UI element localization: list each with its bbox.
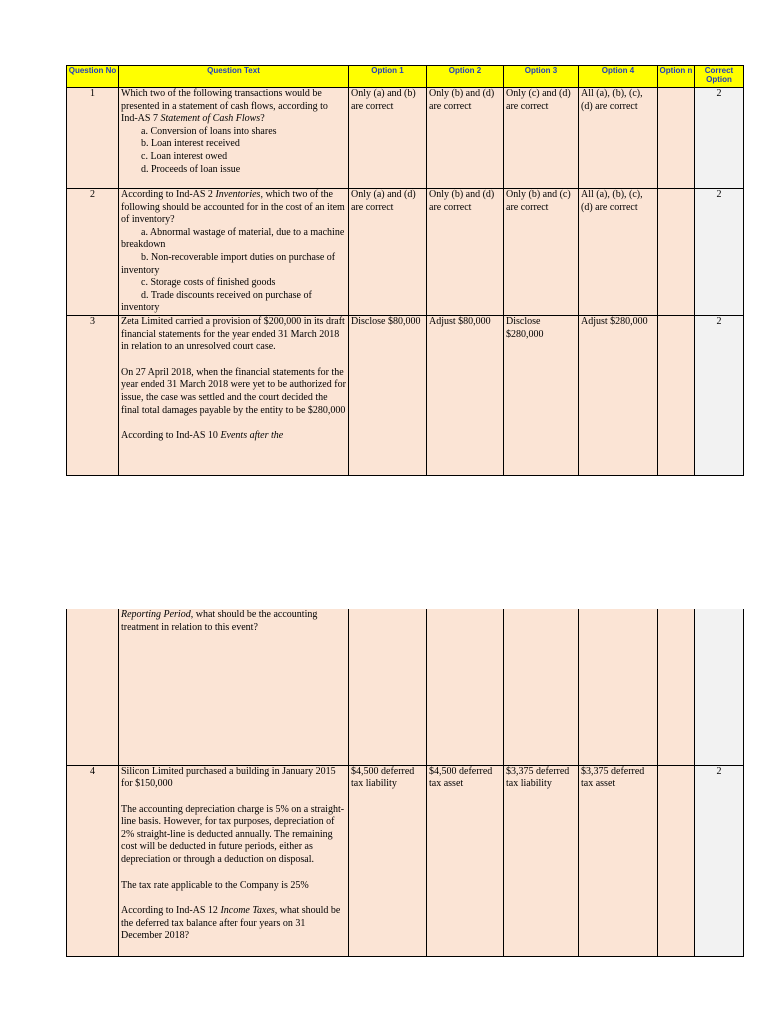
table-row <box>67 315 744 475</box>
correct-option: 2 <box>695 88 744 189</box>
option-4: All (a), (b), (c), (d) are correct <box>579 189 658 316</box>
question-number <box>67 609 119 765</box>
sub-items <box>121 227 346 315</box>
sub-item: a. Abnormal wastage of material, due to a machine breakdown <box>121 226 345 251</box>
sub-item: c. Loan interest owed <box>141 150 228 162</box>
sub-item: c. Storage costs of finished goods <box>141 277 276 289</box>
sub-item: b. Loan interest received <box>141 138 240 150</box>
table-row <box>67 88 744 189</box>
option-1: Only (a) and (b) are correct <box>349 88 427 189</box>
header-option-4: Option 4 <box>579 66 658 88</box>
option-3: Disclose $280,000 <box>504 315 579 475</box>
option-4: $3,375 deferred tax asset <box>579 765 658 956</box>
option-3 <box>504 609 579 765</box>
table-row <box>67 765 744 956</box>
sub-item: a. Conversion of loans into shares <box>141 125 277 137</box>
option-n <box>658 189 695 316</box>
correct-option <box>695 609 744 765</box>
option-4 <box>579 609 658 765</box>
question-text: Silicon Limited purchased a building in January 2015 for $150,000 The accounting depreciation charge is 5% on a straight-line basis. However, for tax purposes, depreciation of 2% straight-line is deducted annually. The remaining cost will be deducted in future periods, either as depreciation or through a deduction on disposal. The tax rate applicable to the Company is 25% According to Ind-AS 12 Income Taxes, what should be the deferred tax balance after four years on 31 December 2018? <box>119 765 349 956</box>
correct-option: 2 <box>695 189 744 316</box>
header-option-n: Option n <box>658 66 695 88</box>
option-2 <box>427 609 504 765</box>
option-3: $3,375 deferred tax liability <box>504 765 579 956</box>
header-question-no: Question No <box>67 66 119 88</box>
table-row-continued <box>67 609 744 765</box>
question-table <box>66 65 744 476</box>
header-question-text: Question Text <box>119 66 349 88</box>
sub-item: b. Non-recoverable import duties on purchase of inventory <box>121 251 336 276</box>
option-3: Only (c) and (d) are correct <box>504 88 579 189</box>
question-number: 3 <box>67 315 119 475</box>
option-n <box>658 765 695 956</box>
sub-item: d. Trade discounts received on purchase of inventory <box>121 289 312 314</box>
question-number: 1 <box>67 88 119 189</box>
option-1: Disclose $80,000 <box>349 315 427 475</box>
option-n <box>658 88 695 189</box>
option-4: Adjust $280,000 <box>579 315 658 475</box>
option-1: $4,500 deferred tax liability <box>349 765 427 956</box>
question-text: According to Ind-AS 2 Inventories, which two of the following should be accounted for in the cost of an item of inventory? a. Abnormal wastage of material, due to a machine breakdown b. Non-recoverable import duties on purchase of inventory c. Storage costs of finished goods d. Trade discounts received on purchase of inventory <box>119 189 349 316</box>
header-correct-option: Correct Option <box>695 66 744 88</box>
option-2: Only (b) and (d) are correct <box>427 189 504 316</box>
option-n <box>658 315 695 475</box>
question-text: Zeta Limited carried a provision of $200,000 in its draft financial statements for the year ended 31 March 2018 in relation to an unresolved court case. On 27 April 2018, when the financial statements for the year ended 31 March 2018 were yet to be authorized for issue, the case was settled and the court decided the final total damages payable by the entity to be $280,000 According to Ind-AS 10 Events after the <box>119 315 349 475</box>
header-option-3: Option 3 <box>504 66 579 88</box>
sub-item: d. Proceeds of loan issue <box>141 163 241 175</box>
question-text: Reporting Period, what should be the accounting treatment in relation to this event? <box>119 609 349 765</box>
option-4: All (a), (b), (c), (d) are correct <box>579 88 658 189</box>
header-row <box>67 66 744 88</box>
sub-items <box>121 126 346 176</box>
option-2: $4,500 deferred tax asset <box>427 765 504 956</box>
question-number: 4 <box>67 765 119 956</box>
option-1 <box>349 609 427 765</box>
header-option-2: Option 2 <box>427 66 504 88</box>
question-table-continued <box>66 609 744 957</box>
table-row <box>67 189 744 316</box>
question-number: 2 <box>67 189 119 316</box>
question-text: Which two of the following transactions would be presented in a statement of cash flows, according to Ind-AS 7 Statement of Cash Flows? a. Conversion of loans into shares b. Loan interest received c. Loan interest owed d. Proceeds of loan issue <box>119 88 349 189</box>
option-2: Only (b) and (d) are correct <box>427 88 504 189</box>
option-3: Only (b) and (c) are correct <box>504 189 579 316</box>
correct-option: 2 <box>695 315 744 475</box>
option-1: Only (a) and (d) are correct <box>349 189 427 316</box>
header-option-1: Option 1 <box>349 66 427 88</box>
correct-option: 2 <box>695 765 744 956</box>
option-2: Adjust $80,000 <box>427 315 504 475</box>
option-n <box>658 609 695 765</box>
